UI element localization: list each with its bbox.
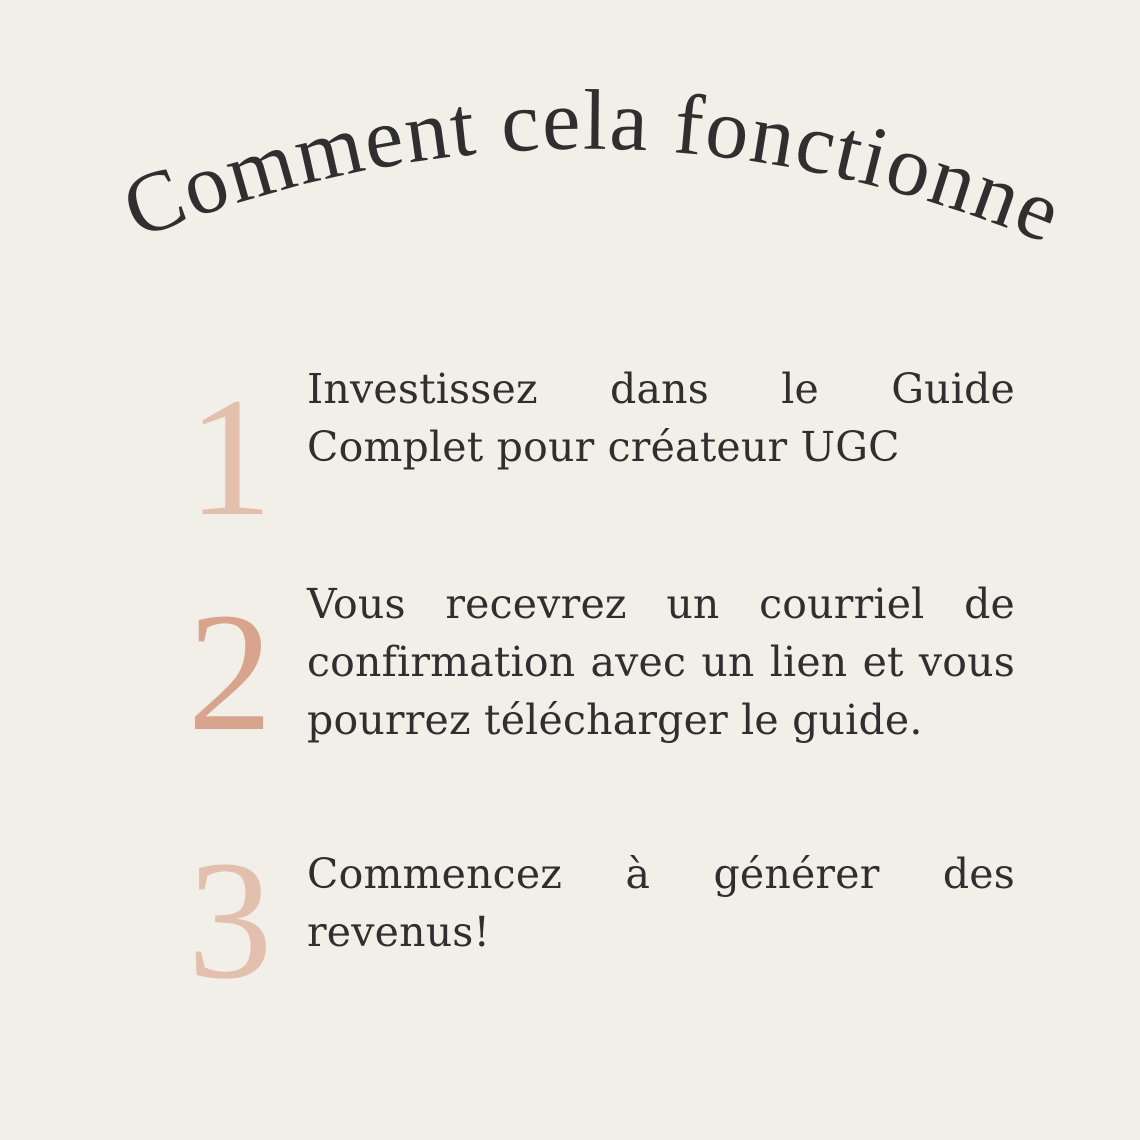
title-area	[0, 0, 1140, 330]
step-number-3: 3	[187, 826, 273, 1014]
step-text-2: Vous recevrez un courriel de confirmation avec un lien et vous pourrez télécharger le guide.	[307, 580, 1015, 744]
step-number-2: 2	[187, 578, 273, 766]
page-title: Comment cela fonctionne	[110, 71, 1076, 262]
step-number-1: 1	[187, 363, 273, 551]
step-text-3: Commencez à générer des revenus!	[307, 850, 1015, 956]
step-text-1: Investissez dans le Guide Complet pour créateur UGC	[307, 365, 1015, 471]
title-arc	[0, 0, 1140, 330]
